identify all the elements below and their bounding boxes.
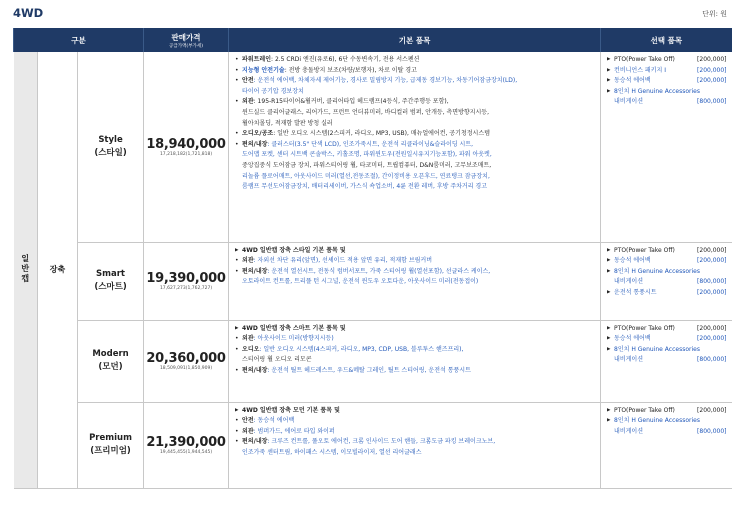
basic-item: • 외관: 범퍼가드, 에어로 타입 와이퍼	[235, 427, 600, 438]
option-item: ▶ 동승석 에어백 [200,000]	[607, 256, 727, 267]
category-label: 장축	[38, 52, 78, 488]
basic-item: • 편의/내장: 크루즈 컨트롤, 풀오토 에어컨, 크롬 인사이드 도어 핸들, 크롬도금 파킹 브레이크노브,	[235, 437, 600, 448]
basic-items	[229, 402, 601, 488]
header-basic: 기본 품목	[229, 28, 601, 52]
basic-item: ▶ 4WD 일반캡 장축 모던 기본 품목 및	[235, 406, 600, 417]
basic-items	[229, 52, 601, 242]
trim-price: 21,390,000 19,445,455(1,944,545)	[144, 402, 229, 488]
basic-item: • 편의/내장: 운전석 틸트 헤드레스트, 우드&메탈 그레인, 틸트 스티어링, 운전석 통풍시트	[235, 366, 600, 377]
page-title: 4WD	[13, 6, 44, 20]
option-item: 내비게이션 [800,000]	[614, 356, 727, 364]
trim-price: 19,390,000 17,627,273(1,762,727)	[144, 242, 229, 320]
option-item: ▶ 8인치 H Genuine Accessories	[607, 345, 727, 356]
basic-item: 오토라이트 컨트롤, 트리플 턴 시그널, 운전석 윈도우 오토다운, 아웃사이드 미러(전동접이)	[242, 278, 479, 286]
header-gubun: 구분	[14, 28, 144, 52]
option-item: 내비게이션 [800,000]	[614, 427, 727, 435]
basic-item: • 외관: 자외선 차단 유리(앞면), 선셰이드 적용 앞면 유리, 적재함 브림커버	[235, 256, 600, 267]
basic-item: 스티어링 휠 오디오 리모콘	[242, 356, 312, 364]
basic-item: • 오디오/공조: 일반 오디오 시스템(2스피커, 라디오, MP3, USB), 매뉴얼에어컨, 공기청정시스템	[235, 129, 600, 140]
option-items	[601, 52, 732, 242]
option-item: ▶ 컨비니언스 패키지 Ⅰ [200,000]	[607, 66, 727, 77]
header-option: 선택 품목	[601, 28, 732, 52]
option-item: ▶ PTO(Power Take Off) [200,000]	[607, 55, 727, 66]
basic-item: 도어맵 포켓, 센터 시트백 콘솔박스, 키홀조명, 파워윈도우(전원일시유지기능포함), 파워 아웃렛,	[242, 151, 492, 159]
price-table	[13, 28, 732, 489]
basic-item: 휠아치몰딩, 적재함 발판 방청 실러	[242, 119, 333, 127]
basic-item: • 오디오: 일반 오디오 시스템(4스피커, 라디오, MP3, CDP, USB, 블루투스 핸즈프리),	[235, 345, 600, 356]
header-price: 판매가격 공급가액(부가세)	[144, 28, 229, 52]
basic-item: ▶ 4WD 일반캡 장축 스타일 기본 품목 및	[235, 246, 600, 257]
trim-name: Style (스타일)	[78, 52, 144, 242]
basic-item: 타이어 공기압 경보장치	[242, 87, 304, 95]
basic-item: 중앙집중식 도어잠금 장치, 파워스티어링 휠, 타코미터, 트립컴퓨터, D&N룸미러, 고무보조매트,	[242, 161, 492, 169]
basic-item: • 안전: 운전석 에어백, 차체자세 제어기능, 경사로 밀림방지 기능, 급제동 경보기능, 차동기어잠금장치(LD),	[235, 76, 600, 87]
option-item: ▶ PTO(Power Take Off) [200,000]	[607, 324, 727, 335]
trim-price: 18,940,000 17,218,182(1,721,818)	[144, 52, 229, 242]
option-item: ▶ 동승석 에어백 [200,000]	[607, 334, 727, 345]
trim-name: Modern (모던)	[78, 320, 144, 402]
group-label: 일반캡	[14, 52, 38, 488]
basic-item: 룸램프 무선도어잠금장치, 배터리세이버, 가스식 쇽업소버, 4륜 전환 레버, 후방 주차거리 경고	[242, 183, 488, 191]
basic-items	[229, 242, 601, 320]
option-items	[601, 402, 732, 488]
basic-item: • 지능형 안전기술: 전방 충돌방지 보조(차량/보행자), 차로 이탈 경고	[235, 66, 600, 77]
trim-row	[14, 320, 732, 402]
basic-item: 윈드실드 클리어글래스, 리어가드, 프런트 언더뷰미러, 바디컬러 범퍼, 안개등, 측면방향지시등,	[242, 108, 489, 116]
trim-price: 20,360,000 18,509,091(1,850,909)	[144, 320, 229, 402]
trim-row	[14, 52, 732, 242]
basic-item: • 파워트레인: 2.5 CRDi 엔진(유로6), 6단 수동변속기, 전용 서스펜션	[235, 55, 600, 66]
basic-item: ▶ 4WD 일반캡 장축 스마트 기본 품목 및	[235, 324, 600, 335]
option-item: ▶ 8인치 H Genuine Accessories	[607, 416, 727, 427]
option-item: ▶ 8인치 H Genuine Accessories	[607, 87, 727, 98]
trim-name: Smart (스마트)	[78, 242, 144, 320]
option-items	[601, 320, 732, 402]
basic-item: • 외관: 아웃사이드 미러(방향지시등)	[235, 334, 600, 345]
basic-item: • 안전: 동승석 에어백	[235, 416, 600, 427]
table-header-row	[14, 28, 732, 52]
option-item: 내비게이션 [800,000]	[614, 98, 727, 106]
option-item: ▶ PTO(Power Take Off) [200,000]	[607, 406, 727, 417]
basic-item: 리놀륨 플로어매트, 아웃사이드 미러(열선,전동조절), 간이정비용 오픈후드, 연료탱크 잠금장치,	[242, 172, 490, 180]
trim-row	[14, 242, 732, 320]
option-item: ▶ PTO(Power Take Off) [200,000]	[607, 246, 727, 257]
option-item: ▶ 8인치 H Genuine Accessories	[607, 267, 727, 278]
unit-label: 단위: 원	[702, 10, 727, 18]
option-item: ▶ 동승석 에어백 [200,000]	[607, 76, 727, 87]
basic-item: • 편의/내장: 운전석 열선시트, 전동식 럼버서포트, 가죽 스티어링 휠(열선포함), 선글라스 케이스,	[235, 267, 600, 278]
trim-row	[14, 402, 732, 488]
option-items	[601, 242, 732, 320]
option-item: ▶ 운전석 통풍시트 [200,000]	[607, 288, 727, 299]
basic-item: 인조가죽 센터트림, 하이패스 시스템, 이모빌라이저, 열선 리어글래스	[242, 448, 422, 456]
basic-items	[229, 320, 601, 402]
basic-item: • 편의/내장: 클러스터(3.5" 단색 LCD), 인조가죽시트, 운전석 리클라이닝&슬라이딩 시트,	[235, 140, 600, 151]
option-item: 내비게이션 [800,000]	[614, 278, 727, 286]
basic-item: • 외관: 195-R15타이어&휠커버, 클리어타입 헤드램프(4등식, 주간주행등 포함),	[235, 97, 600, 108]
trim-name: Premium (프리미엄)	[78, 402, 144, 488]
